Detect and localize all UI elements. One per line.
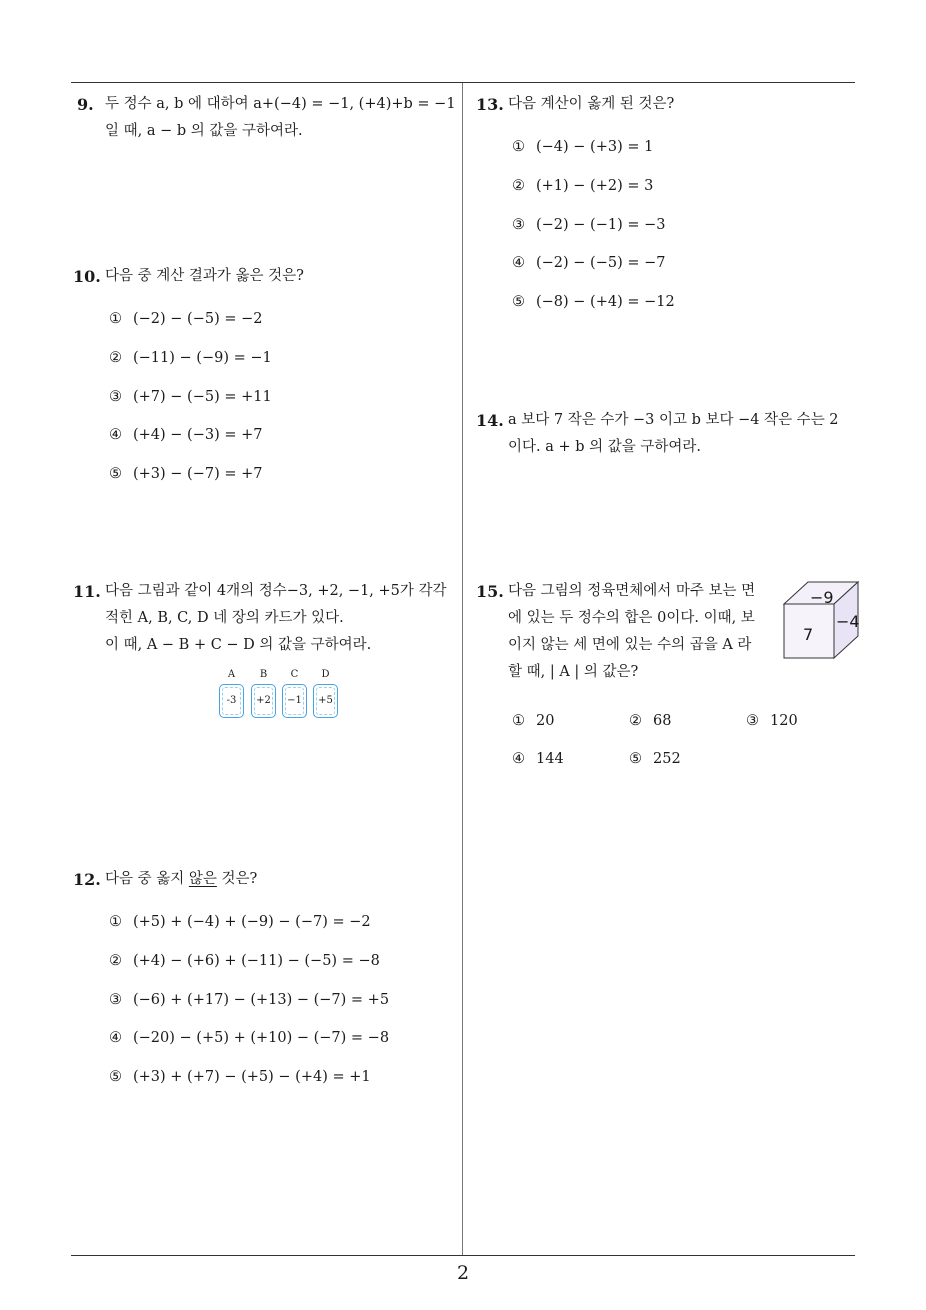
choice-mark: ④ — [109, 427, 122, 444]
choice-mark: ③ — [109, 991, 122, 1008]
choice-text: (−2) − (−5) = −7 — [536, 255, 666, 272]
choice-text: (−11) − (−9) = −1 — [133, 349, 272, 366]
card-value: −1 — [282, 684, 307, 718]
question-number: 15. — [476, 582, 504, 601]
choice-item[interactable] — [109, 345, 463, 384]
question-13 — [476, 91, 866, 328]
choice-mark: ② — [109, 349, 122, 366]
question-12 — [73, 866, 463, 1103]
choice-mark: ② — [512, 177, 525, 194]
card-label: B — [259, 669, 268, 680]
choice-item[interactable] — [109, 1025, 463, 1064]
choice-mark: ④ — [512, 255, 525, 272]
card-value: +5 — [313, 684, 338, 718]
question-14 — [476, 407, 866, 461]
choice-text: (+5) + (−4) + (−9) − (−7) = −2 — [133, 914, 371, 930]
choice-item[interactable] — [629, 746, 746, 773]
question-number: 13. — [476, 95, 504, 114]
choice-text: (−8) − (+4) = −12 — [536, 294, 675, 311]
choice-mark: ④ — [109, 1030, 122, 1047]
choice-mark: ⑤ — [109, 466, 122, 483]
choice-text: (+4) − (−3) = +7 — [133, 427, 263, 444]
question-text-lead: 다음 중 옳지 — [105, 871, 189, 887]
question-text — [105, 866, 463, 893]
choice-mark: ⑤ — [629, 751, 642, 767]
choice-mark: ① — [109, 311, 122, 327]
choice-mark: ⑤ — [109, 1069, 122, 1086]
choice-item[interactable] — [512, 173, 866, 212]
card-c — [282, 668, 307, 718]
question-text: 이다. a + b 의 값을 구하여라. — [508, 439, 702, 455]
choice-item[interactable] — [109, 948, 463, 987]
choice-item[interactable] — [512, 212, 866, 251]
question-text: 에 있는 두 정수의 합은 0이다. 이때, 보 — [508, 610, 755, 626]
card-label: C — [290, 669, 299, 680]
cube-front-value: 7 — [803, 625, 814, 644]
choice-item[interactable] — [512, 708, 629, 735]
question-text: 두 정수 a, b 에 대하여 a+(−4) = −1, (+4)+b = −1 — [105, 96, 456, 112]
choice-text: (+1) − (+2) = 3 — [536, 177, 654, 194]
question-text: 일 때, a − b 의 값을 구하여라. — [105, 123, 303, 139]
choice-item[interactable] — [512, 746, 629, 773]
choice-text: 68 — [653, 713, 672, 729]
choice-text: 252 — [653, 751, 681, 767]
choice-item[interactable] — [746, 708, 863, 735]
question-text: 다음 그림의 정육면체에서 마주 보는 면 — [508, 583, 756, 599]
choice-text: (−2) − (−5) = −2 — [133, 311, 263, 327]
choice-grid — [476, 708, 866, 784]
cube-top-value: −9 — [810, 588, 834, 607]
question-number: 12. — [73, 870, 101, 889]
card-label: D — [321, 669, 330, 680]
choice-list — [73, 909, 463, 1103]
choice-text: 20 — [536, 713, 555, 729]
choice-item[interactable] — [512, 250, 866, 289]
card-value: -3 — [219, 684, 244, 718]
choice-item[interactable] — [109, 987, 463, 1026]
choice-mark: ② — [629, 713, 642, 729]
question-text: 다음 그림과 같이 4개의 정수−3, +2, −1, +5가 각각 — [105, 583, 447, 599]
choice-list — [476, 134, 866, 328]
choice-item[interactable] — [109, 909, 463, 948]
choice-text: (+3) + (+7) − (+5) − (+4) = +1 — [133, 1069, 371, 1086]
choice-item[interactable] — [109, 1064, 463, 1103]
question-text: a 보다 7 작은 수가 −3 이고 b 보다 −4 작은 수는 2 — [508, 412, 839, 428]
choice-mark: ③ — [109, 388, 122, 405]
question-number: 14. — [476, 411, 504, 430]
choice-mark: ② — [109, 952, 122, 969]
choice-text: (−2) − (−1) = −3 — [536, 216, 666, 233]
question-number: 10. — [73, 267, 101, 286]
top-rule — [71, 82, 855, 83]
question-text: 이 때, A − B + C − D 의 값을 구하여라. — [105, 637, 372, 653]
choice-text: 144 — [536, 751, 564, 767]
page-number: 2 — [456, 1262, 470, 1284]
choice-mark: ④ — [512, 751, 525, 767]
card-d — [313, 668, 338, 718]
card-a — [219, 668, 244, 718]
cube-figure — [782, 580, 862, 660]
choice-item[interactable] — [109, 306, 463, 345]
question-text: 다음 중 계산 결과가 옳은 것은? — [105, 268, 304, 284]
choice-text: (+7) − (−5) = +11 — [133, 388, 272, 405]
question-number: 11. — [73, 582, 101, 601]
question-9 — [73, 91, 463, 145]
card-value: +2 — [251, 684, 276, 718]
choice-item[interactable] — [109, 422, 463, 461]
choice-text: (−20) − (+5) + (+10) − (−7) = −8 — [133, 1030, 390, 1047]
choice-item[interactable] — [629, 708, 746, 735]
choice-mark: ① — [512, 713, 525, 729]
card-label: A — [227, 669, 236, 680]
choice-item[interactable] — [512, 134, 866, 173]
choice-text: (+3) − (−7) = +7 — [133, 466, 263, 483]
choice-mark: ① — [109, 914, 122, 930]
card-b — [251, 668, 276, 718]
question-10 — [73, 263, 463, 500]
choice-text: 120 — [770, 713, 798, 729]
choice-mark: ① — [512, 139, 525, 155]
question-text: 할 때, | A | 의 값은? — [508, 664, 639, 680]
bottom-rule — [71, 1255, 855, 1256]
choice-mark: ⑤ — [512, 294, 525, 311]
choice-item[interactable] — [512, 289, 866, 328]
choice-item[interactable] — [109, 461, 463, 500]
question-text: 이지 않는 세 면에 있는 수의 곱을 A 라 — [508, 637, 752, 653]
underlined-word: 않은 — [188, 871, 217, 887]
cube-side-value: −4 — [836, 612, 860, 631]
choice-text: (−4) − (+3) = 1 — [536, 139, 654, 155]
choice-mark: ③ — [746, 713, 759, 729]
question-text: 적힌 A, B, C, D 네 장의 카드가 있다. — [105, 610, 344, 626]
question-11 — [73, 578, 463, 659]
choice-item[interactable] — [109, 384, 463, 423]
choice-list — [73, 306, 463, 500]
choice-mark: ③ — [512, 216, 525, 233]
question-number: 9. — [77, 95, 94, 114]
choice-text: (+4) − (+6) + (−11) − (−5) = −8 — [133, 952, 380, 969]
question-text: 다음 계산이 옳게 된 것은? — [508, 96, 675, 112]
choice-text: (−6) + (+17) − (+13) − (−7) = +5 — [133, 991, 390, 1008]
question-text-tail: 것은? — [216, 871, 258, 887]
